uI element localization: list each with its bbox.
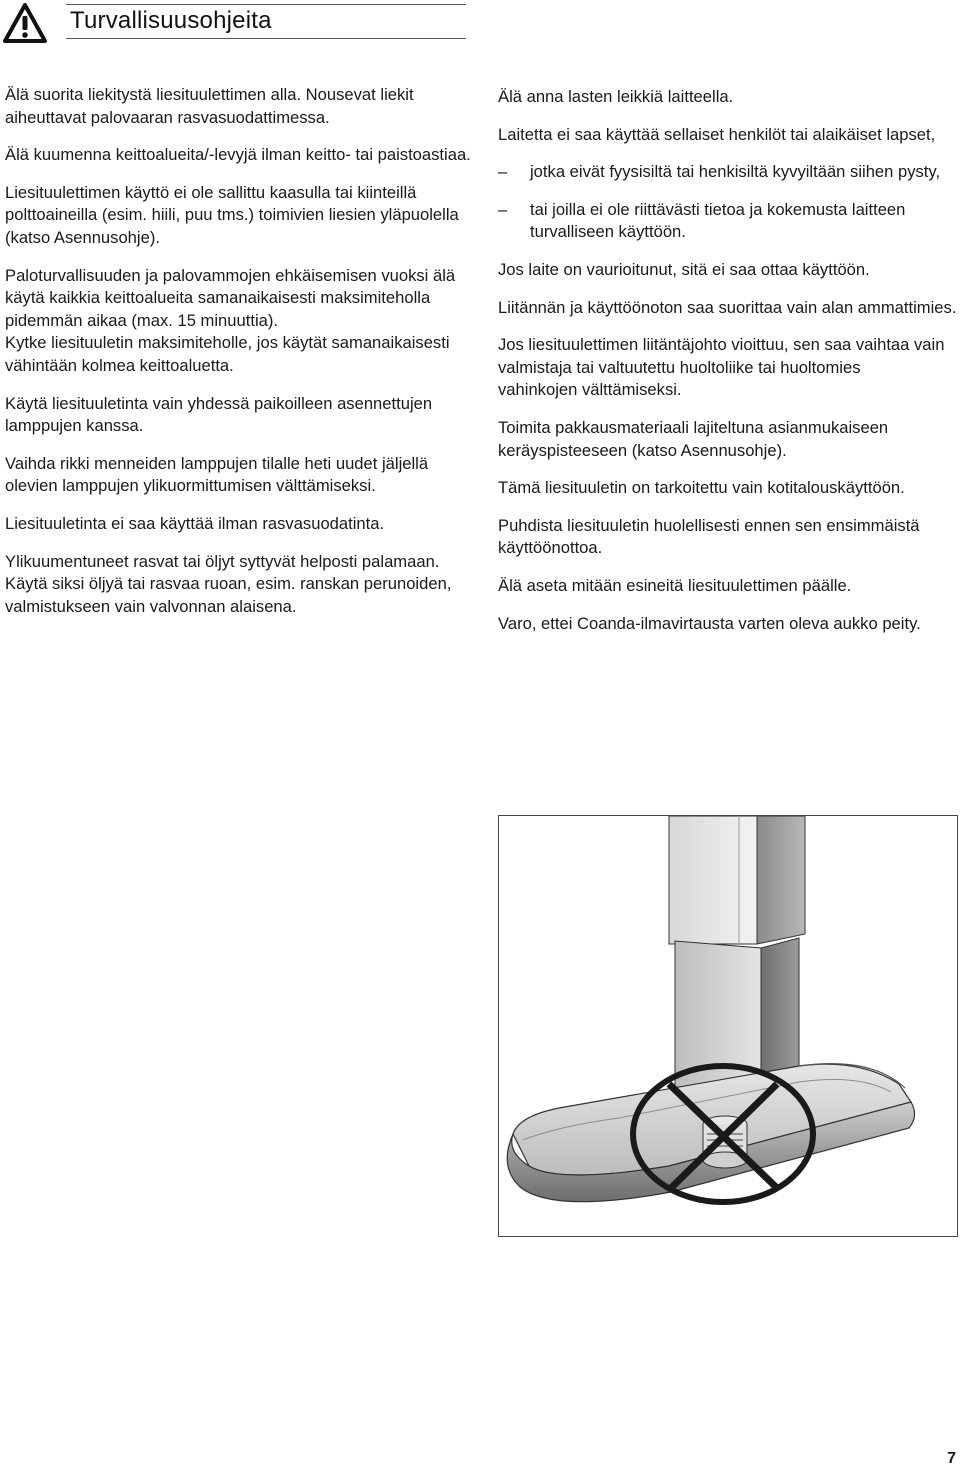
paragraph: Älä kuumenna keittoalueita/-levyjä ilman keitto- tai paistoastiaa. — [5, 145, 471, 165]
left-column — [5, 84, 475, 633]
paragraph: Kytke liesituuletin maksimiteholle, jos käytät samanaikaisesti vähintään kolmea keittoaluetta. — [5, 333, 450, 375]
page-number: 7 — [947, 1450, 956, 1467]
paragraph: Älä suorita liekitystä liesituulettimen alla. Nousevat liekit aiheuttavat palovaaran rasvasuodattimessa. — [5, 85, 414, 127]
paragraph: Paloturvallisuuden ja palovammojen ehkäisemisen vuoksi älä käytä kaikkia keittoalueita samanaikaisesti maksimiteholla pidemmän aikaa (max. 15 minuuttia). — [5, 265, 456, 330]
list-item-text: tai joilla ei ole riittävästi tietoa ja kokemusta laitteen turvalliseen käyttöön. — [530, 199, 906, 242]
paragraph: vahinkojen välttämiseksi. — [498, 380, 682, 400]
paragraph: Liitännän ja käyttöönoton saa suorittaa vain alan ammattimies. — [498, 297, 957, 317]
paragraph: Puhdista liesituuletin huolellisesti ennen sen ensimmäistä käyttöönottoa. — [498, 515, 920, 558]
paragraph: Tämä liesituuletin on tarkoitettu vain kotitalouskäyttöön. — [498, 478, 905, 498]
list-item — [498, 161, 960, 184]
paragraph: Ylikuumentuneet rasvat tai öljyt syttyvät helposti palamaan. — [5, 551, 440, 571]
paragraph: Liesituuletinta ei saa käyttää ilman rasvasuodatinta. — [5, 513, 385, 533]
paragraph: Liesituulettimen käyttö ei ole sallittu kaasulla tai kiinteillä polttoaineilla (esim. hiili, puu tms.) toimivien liesien yläpuolella (katso Asennusohje). — [5, 182, 459, 247]
paragraph: Älä anna lasten leikkiä laitteella. — [498, 87, 734, 106]
list-item — [498, 199, 960, 244]
paragraph: Jos laite on vaurioitunut, sitä ei saa ottaa käyttöön. — [498, 259, 870, 279]
paragraph: Käytä siksi öljyä tai rasvaa ruoan, esim. ranskan perunoiden, valmistukseen vain valvonnan alaisena. — [5, 574, 452, 616]
list-dash: – — [498, 199, 508, 219]
hood-illustration-figure — [498, 815, 958, 1237]
paragraph: Vaihda rikki menneiden lamppujen tilalle heti uudet jäljellä olevien lamppujen ylikuormittumisen välttämiseksi. — [5, 453, 429, 496]
right-column — [498, 86, 960, 650]
page-header — [0, 0, 960, 48]
paragraph: Älä aseta mitään esineitä liesituulettimen päälle. — [498, 575, 852, 595]
chimney-hood-illustration — [499, 816, 957, 1236]
paragraph: Toimita pakkausmateriaali lajiteltuna asianmukaiseen keräyspisteeseen (katso Asennusohje). — [498, 417, 889, 460]
header-rule-bottom — [66, 38, 466, 39]
paragraph: Varo, ettei Coanda-ilmavirtausta varten oleva aukko peity. — [498, 613, 921, 633]
header-rule-top — [66, 4, 466, 5]
list-dash: – — [498, 162, 508, 182]
paragraph: Laitetta ei saa käyttää sellaiset henkilöt tai alaikäiset lapset, — [498, 124, 936, 144]
paragraph: Käytä liesituuletinta vain yhdessä paikoilleen asennettujen lamppujen kanssa. — [5, 393, 433, 436]
paragraph: Jos liesituulettimen liitäntäjohto vioittuu, sen saa vaihtaa vain valmistaja tai valtuutettu huoltoliike tai huoltomies — [498, 335, 945, 377]
list-item-text: jotka eivät fyysisiltä tai henkisiltä kyvyiltään siihen pysty, — [530, 162, 941, 182]
page-title: Turvallisuusohjeita — [70, 7, 272, 34]
dash-list — [498, 161, 960, 244]
warning-triangle-icon — [2, 2, 48, 44]
